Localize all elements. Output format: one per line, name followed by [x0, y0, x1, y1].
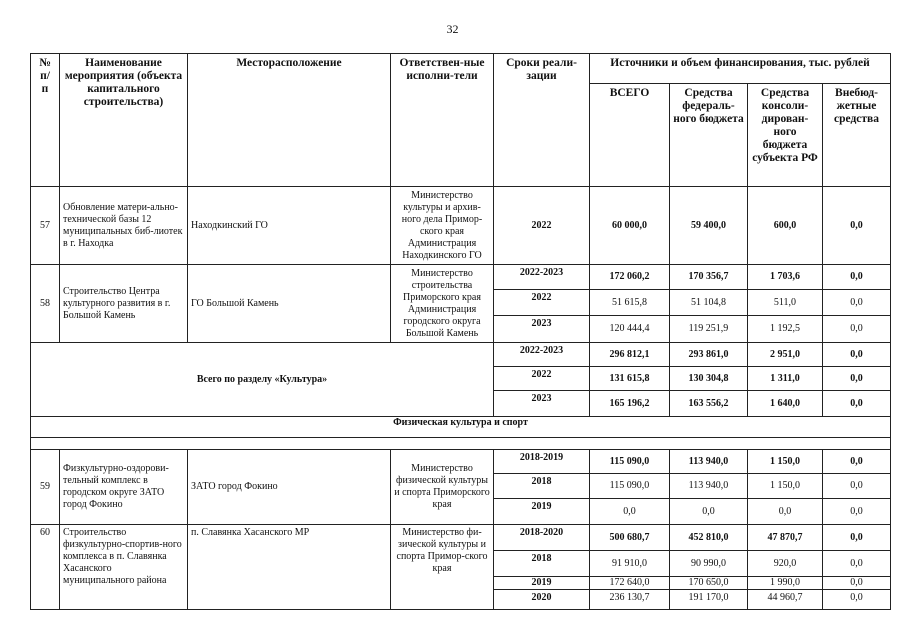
row-offbudget: 0,0 — [823, 316, 891, 343]
row-offbudget: 0,0 — [823, 391, 891, 417]
row-year: 2018-2019 — [494, 450, 590, 474]
header-total: ВСЕГО — [590, 84, 670, 187]
row-total: 115 090,0 — [590, 474, 670, 499]
page-number: 32 — [446, 22, 459, 36]
row-responsible: Министерство культуры и архив-ного дела Примор-ского края Администрация Находкинского ГО — [391, 187, 494, 265]
row-offbudget: 0,0 — [823, 290, 891, 316]
row-year: 2018-2020 — [494, 525, 590, 551]
row-location: п. Славянка Хасанского МР — [188, 525, 391, 610]
table-row — [31, 343, 891, 367]
header-responsible: Ответствен-ные исполни-тели — [391, 54, 494, 187]
row-federal: 113 940,0 — [670, 450, 748, 474]
row-consolidated: 44 960,7 — [748, 590, 823, 610]
row-federal: 0,0 — [670, 499, 748, 525]
row-federal: 293 861,0 — [670, 343, 748, 367]
header-terms: Сроки реали-зации — [494, 54, 590, 187]
row-year: 2022-2023 — [494, 343, 590, 367]
row-federal: 59 400,0 — [670, 187, 748, 265]
financing-table — [30, 53, 891, 610]
row-name: Обновление матери-ально-технической базы 12 муниципальных биб-лиотек в г. Находка — [60, 187, 188, 265]
row-consolidated: 920,0 — [748, 551, 823, 577]
row-federal: 130 304,8 — [670, 367, 748, 391]
row-federal: 170 650,0 — [670, 577, 748, 590]
row-year: 2019 — [494, 499, 590, 525]
culture-total-label: Всего по разделу «Культура» — [31, 343, 494, 417]
table-row — [31, 450, 891, 474]
row-federal: 452 810,0 — [670, 525, 748, 551]
section-title: Физическая культура и спорт — [31, 417, 891, 438]
row-total: 0,0 — [590, 499, 670, 525]
table-row — [31, 525, 891, 551]
row-name: Строительство Центра культурного развития в г. Большой Камень — [60, 265, 188, 343]
row-num: 57 — [31, 187, 60, 265]
row-total: 60 000,0 — [590, 187, 670, 265]
row-offbudget: 0,0 — [823, 474, 891, 499]
header-sources: Источники и объем финансирования, тыс. рублей — [590, 54, 891, 84]
row-consolidated: 2 951,0 — [748, 343, 823, 367]
row-federal: 163 556,2 — [670, 391, 748, 417]
row-offbudget: 0,0 — [823, 367, 891, 391]
row-consolidated: 1 150,0 — [748, 474, 823, 499]
row-federal: 90 990,0 — [670, 551, 748, 577]
row-name: Строительство физкультурно-спортив-ного комплекса в п. Славянка Хасанского муниципального района — [60, 525, 188, 610]
row-consolidated: 1 990,0 — [748, 577, 823, 590]
row-consolidated: 0,0 — [748, 499, 823, 525]
table-row — [31, 187, 891, 265]
row-total: 500 680,7 — [590, 525, 670, 551]
header-location: Месторасположение — [188, 54, 391, 187]
header-name: Наименование мероприятия (объекта капитального строительства) — [60, 54, 188, 187]
row-total: 165 196,2 — [590, 391, 670, 417]
row-num: 60 — [31, 525, 60, 610]
row-offbudget: 0,0 — [823, 590, 891, 610]
row-total: 131 615,8 — [590, 367, 670, 391]
row-year: 2019 — [494, 577, 590, 590]
section-row — [31, 417, 891, 438]
row-federal: 113 940,0 — [670, 474, 748, 499]
row-total: 91 910,0 — [590, 551, 670, 577]
row-total: 120 444,4 — [590, 316, 670, 343]
row-total: 172 640,0 — [590, 577, 670, 590]
row-federal: 170 356,7 — [670, 265, 748, 290]
row-num: 58 — [31, 265, 60, 343]
row-year: 2023 — [494, 391, 590, 417]
row-consolidated: 1 150,0 — [748, 450, 823, 474]
row-name: Физкультурно-оздорови-тельный комплекс в городском округе ЗАТО город Фокино — [60, 450, 188, 525]
row-location: ЗАТО город Фокино — [188, 450, 391, 525]
row-offbudget: 0,0 — [823, 450, 891, 474]
row-year: 2023 — [494, 316, 590, 343]
row-consolidated: 47 870,7 — [748, 525, 823, 551]
row-year: 2022 — [494, 187, 590, 265]
row-consolidated: 511,0 — [748, 290, 823, 316]
header-federal: Средства федераль-ного бюджета — [670, 84, 748, 187]
row-offbudget: 0,0 — [823, 343, 891, 367]
row-total: 236 130,7 — [590, 590, 670, 610]
header-consolidated: Средства консоли-дирован-ного бюджета субъекта РФ — [748, 84, 823, 187]
row-offbudget: 0,0 — [823, 187, 891, 265]
row-responsible: Министерство физической культуры и спорта Приморского края — [391, 450, 494, 525]
header-offbudget: Внебюд-жетные средства — [823, 84, 891, 187]
row-offbudget: 0,0 — [823, 499, 891, 525]
row-location: ГО Большой Камень — [188, 265, 391, 343]
table-row — [31, 265, 891, 290]
row-year: 2018 — [494, 474, 590, 499]
row-federal: 51 104,8 — [670, 290, 748, 316]
row-consolidated: 600,0 — [748, 187, 823, 265]
row-offbudget: 0,0 — [823, 265, 891, 290]
row-offbudget: 0,0 — [823, 525, 891, 551]
row-year: 2022 — [494, 367, 590, 391]
row-total: 296 812,1 — [590, 343, 670, 367]
row-year: 2020 — [494, 590, 590, 610]
row-consolidated: 1 703,6 — [748, 265, 823, 290]
row-location: Находкинский ГО — [188, 187, 391, 265]
row-offbudget: 0,0 — [823, 577, 891, 590]
row-offbudget: 0,0 — [823, 551, 891, 577]
row-total: 115 090,0 — [590, 450, 670, 474]
row-total: 51 615,8 — [590, 290, 670, 316]
spacer — [31, 438, 891, 450]
row-responsible: Министерство строительства Приморского края Администрация городского округа Большой Камень — [391, 265, 494, 343]
row-federal: 191 170,0 — [670, 590, 748, 610]
row-year: 2018 — [494, 551, 590, 577]
row-responsible: Министерство фи-зической культуры и спорта Примор-ского края — [391, 525, 494, 610]
row-consolidated: 1 311,0 — [748, 367, 823, 391]
row-num: 59 — [31, 450, 60, 525]
row-consolidated: 1 640,0 — [748, 391, 823, 417]
row-year: 2022 — [494, 290, 590, 316]
row-total: 172 060,2 — [590, 265, 670, 290]
header-num: № п/ п — [31, 54, 60, 187]
row-consolidated: 1 192,5 — [748, 316, 823, 343]
row-year: 2022-2023 — [494, 265, 590, 290]
row-federal: 119 251,9 — [670, 316, 748, 343]
